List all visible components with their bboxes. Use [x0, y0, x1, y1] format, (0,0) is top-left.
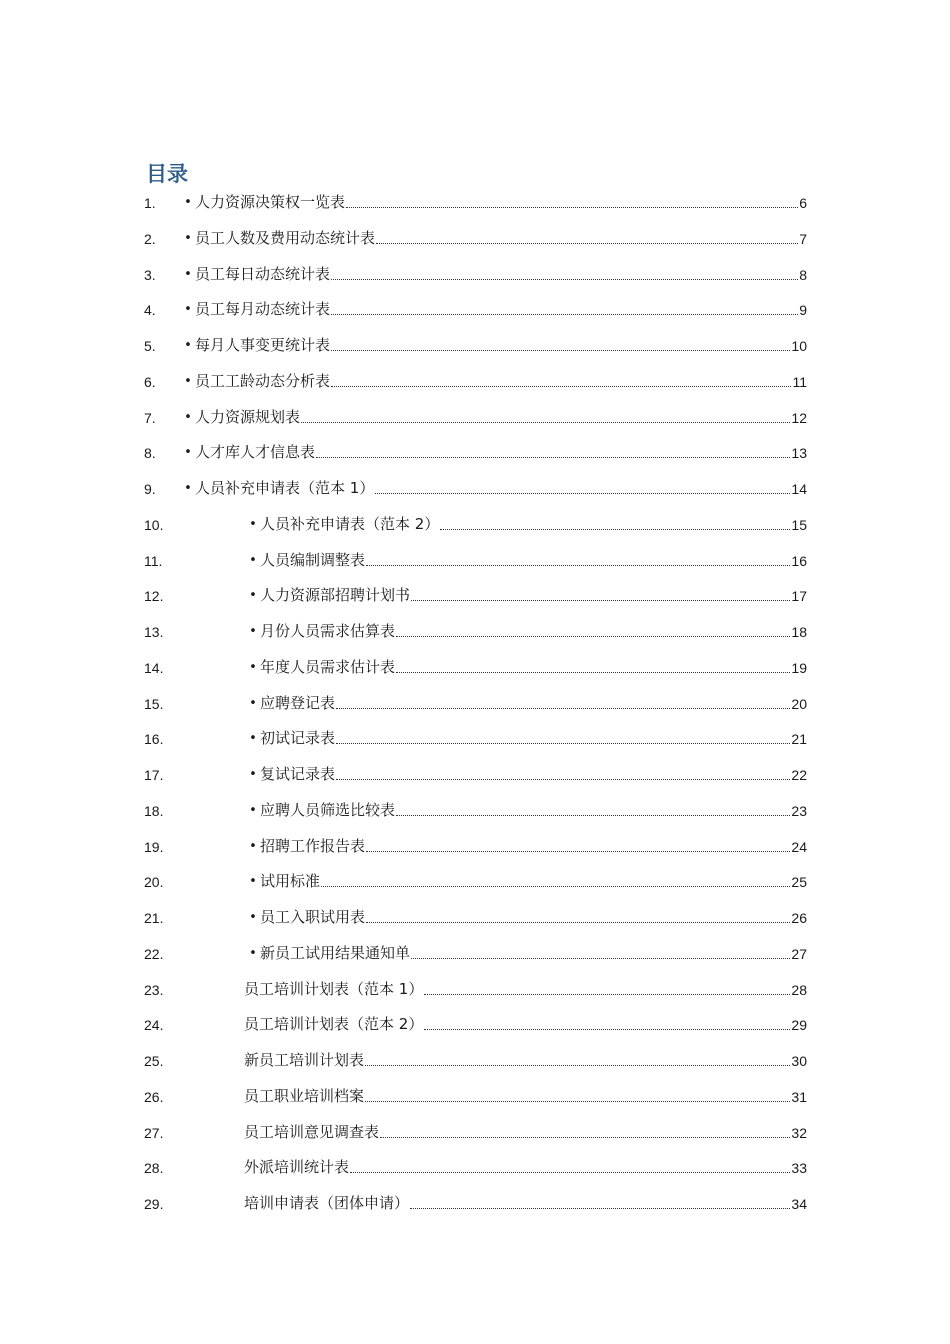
bullet-icon: • [184, 266, 192, 282]
toc-entry-page-number[interactable]: 13 [791, 445, 807, 462]
toc-entry-body [246, 620, 807, 642]
toc-entry[interactable] [0, 185, 950, 221]
toc-entry[interactable] [0, 900, 950, 936]
toc-entry-title[interactable]: 招聘工作报告表 [260, 836, 366, 855]
toc-entry-body [246, 906, 807, 928]
bullet-icon: • [249, 516, 257, 532]
toc-entry-number: 27. [144, 1124, 164, 1141]
toc-entry-body [244, 1085, 807, 1107]
toc-entry-title[interactable]: 员工人数及费用动态统计表 [195, 228, 376, 247]
toc-entry[interactable] [0, 829, 950, 865]
toc-entry-title[interactable]: 人力资源决策权一览表 [195, 193, 346, 211]
toc-entry-page-number[interactable]: 18 [791, 624, 807, 640]
toc-entry-title[interactable]: 员工工龄动态分析表 [195, 371, 331, 390]
toc-entry-title[interactable]: 新员工试用结果通知单 [260, 943, 411, 962]
toc-entry-number: 22. [144, 945, 164, 962]
toc-entry-number: 23. [144, 981, 164, 998]
toc-entry-page-number[interactable]: 22 [791, 767, 807, 783]
toc-title: 目录 [146, 162, 188, 186]
dot-leader [336, 708, 790, 709]
dot-leader [350, 1172, 790, 1173]
toc-entry-page-number[interactable]: 26 [791, 910, 807, 926]
toc-entry-page-number[interactable]: 8 [799, 266, 807, 283]
toc-entry-number: 11. [144, 552, 163, 569]
toc-entry[interactable] [0, 1115, 950, 1151]
toc-entry-body [244, 1156, 807, 1178]
toc-entry[interactable] [0, 257, 950, 293]
toc-entry[interactable] [0, 1186, 950, 1222]
toc-entry-page-number[interactable]: 7 [799, 230, 807, 247]
toc-entry-title[interactable]: 新员工培训计划表 [244, 1051, 365, 1069]
toc-entry[interactable] [0, 936, 950, 972]
toc-entry-number: 14. [144, 659, 164, 676]
toc-entry-number: 5. [144, 338, 156, 354]
toc-entry-body [181, 263, 807, 285]
dot-leader [396, 672, 790, 673]
dot-leader [380, 1137, 790, 1138]
bullet-icon: • [184, 302, 192, 318]
toc-entry-body [246, 513, 807, 535]
toc-entry-number: 26. [144, 1088, 164, 1105]
toc-entry[interactable] [0, 400, 950, 436]
toc-entry[interactable] [0, 292, 950, 328]
toc-entry-body [246, 692, 807, 714]
dot-leader [316, 457, 790, 458]
toc-entry[interactable] [0, 757, 950, 793]
toc-entry-title[interactable]: 人才库人才信息表 [195, 443, 316, 462]
toc-entry[interactable] [0, 471, 950, 507]
toc-entry[interactable] [0, 578, 950, 614]
bullet-icon: • [184, 481, 192, 496]
bullet-icon: • [184, 338, 192, 353]
bullet-icon: • [184, 195, 192, 210]
toc-entry[interactable] [0, 364, 950, 400]
toc-entry-title[interactable]: 年度人员需求估计表 [260, 657, 396, 676]
toc-list [0, 185, 950, 1222]
toc-entry[interactable] [0, 1007, 950, 1043]
toc-entry-title[interactable]: 月份人员需求估算表 [260, 622, 396, 640]
toc-entry-page-number[interactable]: 27 [791, 945, 807, 962]
dot-leader [331, 350, 790, 351]
toc-entry-number: 15. [144, 695, 164, 712]
dot-leader [331, 386, 791, 387]
bullet-icon: • [184, 230, 192, 246]
toc-entry-page-number[interactable]: 23 [791, 802, 807, 819]
toc-entry-page-number[interactable]: 10 [791, 338, 807, 354]
toc-entry-body [246, 656, 807, 678]
dot-leader [366, 565, 790, 566]
toc-entry-number: 13. [144, 624, 164, 640]
toc-entry-number: 2. [144, 230, 156, 247]
bullet-icon: • [249, 695, 257, 711]
toc-entry-body [181, 441, 807, 463]
bullet-icon: • [249, 945, 257, 961]
toc-entry-title[interactable]: 应聘登记表 [260, 693, 336, 712]
toc-entry-body [244, 978, 807, 1000]
toc-entry-title[interactable]: 人力资源规划表 [195, 407, 301, 426]
bullet-icon: • [249, 767, 257, 782]
dot-leader [366, 922, 790, 923]
dot-leader [440, 529, 790, 530]
toc-entry-page-number[interactable]: 20 [791, 695, 807, 712]
toc-entry-page-number[interactable]: 11 [792, 373, 807, 390]
bullet-icon: • [249, 874, 257, 890]
dot-leader [424, 1029, 790, 1030]
toc-entry-title[interactable]: 人员补充申请表（范本 1） [195, 479, 375, 497]
toc-entry-title[interactable]: 员工职业培训档案 [244, 1086, 365, 1105]
toc-entry-page-number[interactable]: 15 [791, 516, 807, 533]
dot-leader [376, 243, 798, 244]
toc-entry-title[interactable]: 人力资源部招聘计划书 [260, 586, 411, 605]
toc-entry-body [246, 763, 807, 785]
toc-entry-body [246, 584, 807, 606]
toc-entry-title[interactable]: 复试记录表 [260, 765, 336, 783]
toc-entry-body [181, 334, 807, 356]
toc-entry-page-number[interactable]: 30 [791, 1053, 807, 1069]
toc-entry-number: 29. [144, 1196, 164, 1212]
dot-leader [301, 422, 790, 423]
dot-leader [336, 779, 790, 780]
toc-entry-body [246, 727, 807, 749]
toc-entry[interactable] [0, 686, 950, 722]
toc-entry[interactable] [0, 507, 950, 543]
toc-entry-title[interactable]: 试用标准 [260, 872, 321, 891]
dot-leader [331, 314, 798, 315]
dot-leader [321, 886, 790, 887]
dot-leader [424, 994, 790, 995]
dot-leader [411, 958, 790, 959]
toc-entry-number: 8. [144, 445, 156, 462]
bullet-icon: • [249, 552, 257, 568]
toc-entry[interactable] [0, 864, 950, 900]
toc-entry-number: 10. [144, 516, 164, 533]
toc-entry-title[interactable]: 人员编制调整表 [260, 550, 366, 569]
toc-entry[interactable] [0, 721, 950, 757]
toc-entry-number: 18. [144, 802, 164, 819]
toc-entry[interactable] [0, 650, 950, 686]
toc-entry-title[interactable]: 每月人事变更统计表 [195, 336, 331, 354]
toc-entry-page-number[interactable]: 34 [791, 1196, 807, 1212]
toc-entry[interactable] [0, 793, 950, 829]
bullet-icon: • [249, 731, 257, 747]
dot-leader [366, 851, 790, 852]
toc-entry-title[interactable]: 外派培训统计表 [244, 1158, 350, 1177]
dot-leader [336, 743, 790, 744]
dot-leader [331, 279, 798, 280]
toc-entry-page-number[interactable]: 33 [791, 1160, 807, 1177]
toc-entry[interactable] [0, 972, 950, 1008]
toc-entry-page-number[interactable]: 19 [791, 659, 807, 676]
toc-entry-number: 12. [144, 588, 164, 605]
toc-entry-body [246, 942, 807, 964]
bullet-icon: • [249, 802, 257, 818]
toc-entry-page-number[interactable]: 29 [791, 1017, 807, 1034]
toc-entry-body [181, 227, 807, 249]
toc-entry-title[interactable]: 培训申请表（团体申请） [244, 1194, 410, 1212]
toc-entry[interactable] [0, 328, 950, 364]
dot-leader [375, 493, 790, 494]
toc-entry-title[interactable]: 员工每日动态统计表 [195, 264, 331, 283]
toc-entry[interactable] [0, 435, 950, 471]
toc-entry-body [181, 191, 807, 213]
toc-entry-page-number[interactable]: 25 [791, 874, 807, 891]
bullet-icon: • [184, 409, 192, 425]
toc-entry-title[interactable]: 员工培训意见调查表 [244, 1122, 380, 1141]
toc-entry-number: 20. [144, 874, 164, 891]
dot-leader [346, 207, 798, 208]
toc-entry-body [244, 1121, 807, 1143]
toc-entry-number: 4. [144, 302, 156, 319]
toc-entry-page-number[interactable]: 16 [791, 552, 807, 569]
toc-entry-page-number[interactable]: 17 [791, 588, 807, 605]
bullet-icon: • [249, 624, 257, 639]
toc-entry-body [244, 1192, 807, 1214]
toc-entry-number: 6. [144, 373, 156, 390]
toc-entry-body [181, 298, 807, 320]
toc-entry-body [181, 406, 807, 428]
toc-entry-title[interactable]: 员工每月动态统计表 [195, 300, 331, 319]
bullet-icon: • [184, 445, 192, 461]
toc-entry-number: 17. [144, 767, 164, 783]
toc-entry-page-number[interactable]: 12 [791, 409, 807, 426]
toc-entry-title[interactable]: 应聘人员筛选比较表 [260, 800, 396, 819]
toc-entry-body [246, 870, 807, 892]
toc-entry-title[interactable]: 员工培训计划表（范本 1） [244, 979, 424, 998]
toc-entry-number: 9. [144, 481, 156, 497]
toc-entry-body [246, 799, 807, 821]
toc-entry-body [246, 549, 807, 571]
dot-leader [396, 815, 790, 816]
dot-leader [365, 1101, 790, 1102]
toc-entry-page-number[interactable]: 32 [791, 1124, 807, 1141]
toc-entry-number: 21. [144, 910, 164, 926]
toc-entry[interactable] [0, 1079, 950, 1115]
toc-entry-number: 25. [144, 1053, 164, 1069]
toc-entry-title[interactable]: 人员补充申请表（范本 2） [260, 514, 440, 533]
toc-entry-body [244, 1013, 807, 1035]
toc-entry-body [244, 1049, 807, 1071]
dot-leader [411, 600, 790, 601]
bullet-icon: • [249, 588, 257, 604]
bullet-icon: • [249, 838, 257, 854]
toc-entry-number: 24. [144, 1017, 164, 1034]
toc-entry-body [181, 477, 807, 499]
toc-entry-number: 28. [144, 1160, 164, 1177]
toc-entry-title[interactable]: 员工入职试用表 [260, 908, 366, 926]
toc-entry[interactable] [0, 543, 950, 579]
toc-entry-page-number[interactable]: 31 [791, 1088, 807, 1105]
toc-entry-body [246, 835, 807, 857]
toc-entry-body [181, 370, 807, 392]
toc-entry-page-number[interactable]: 14 [791, 481, 807, 497]
toc-entry-page-number[interactable]: 21 [791, 731, 807, 748]
toc-entry-number: 3. [144, 266, 156, 283]
bullet-icon: • [249, 659, 257, 675]
bullet-icon: • [249, 910, 257, 925]
toc-entry-number: 7. [144, 409, 156, 426]
toc-entry-page-number[interactable]: 28 [791, 981, 807, 998]
toc-entry-title[interactable]: 初试记录表 [260, 729, 336, 748]
bullet-icon: • [184, 373, 192, 389]
dot-leader [365, 1065, 790, 1066]
toc-entry[interactable] [0, 221, 950, 257]
toc-entry-number: 16. [144, 731, 164, 748]
toc-entry-page-number[interactable]: 6 [799, 195, 807, 211]
toc-entry-number: 19. [144, 838, 164, 855]
toc-entry[interactable] [0, 1043, 950, 1079]
dot-leader [396, 636, 790, 637]
toc-entry-number: 1. [144, 195, 156, 211]
toc-entry-title[interactable]: 员工培训计划表（范本 2） [244, 1015, 424, 1034]
toc-entry[interactable] [0, 1150, 950, 1186]
toc-entry-page-number[interactable]: 9 [799, 302, 807, 319]
toc-entry-page-number[interactable]: 24 [791, 838, 807, 855]
toc-entry[interactable] [0, 614, 950, 650]
dot-leader [410, 1208, 790, 1209]
